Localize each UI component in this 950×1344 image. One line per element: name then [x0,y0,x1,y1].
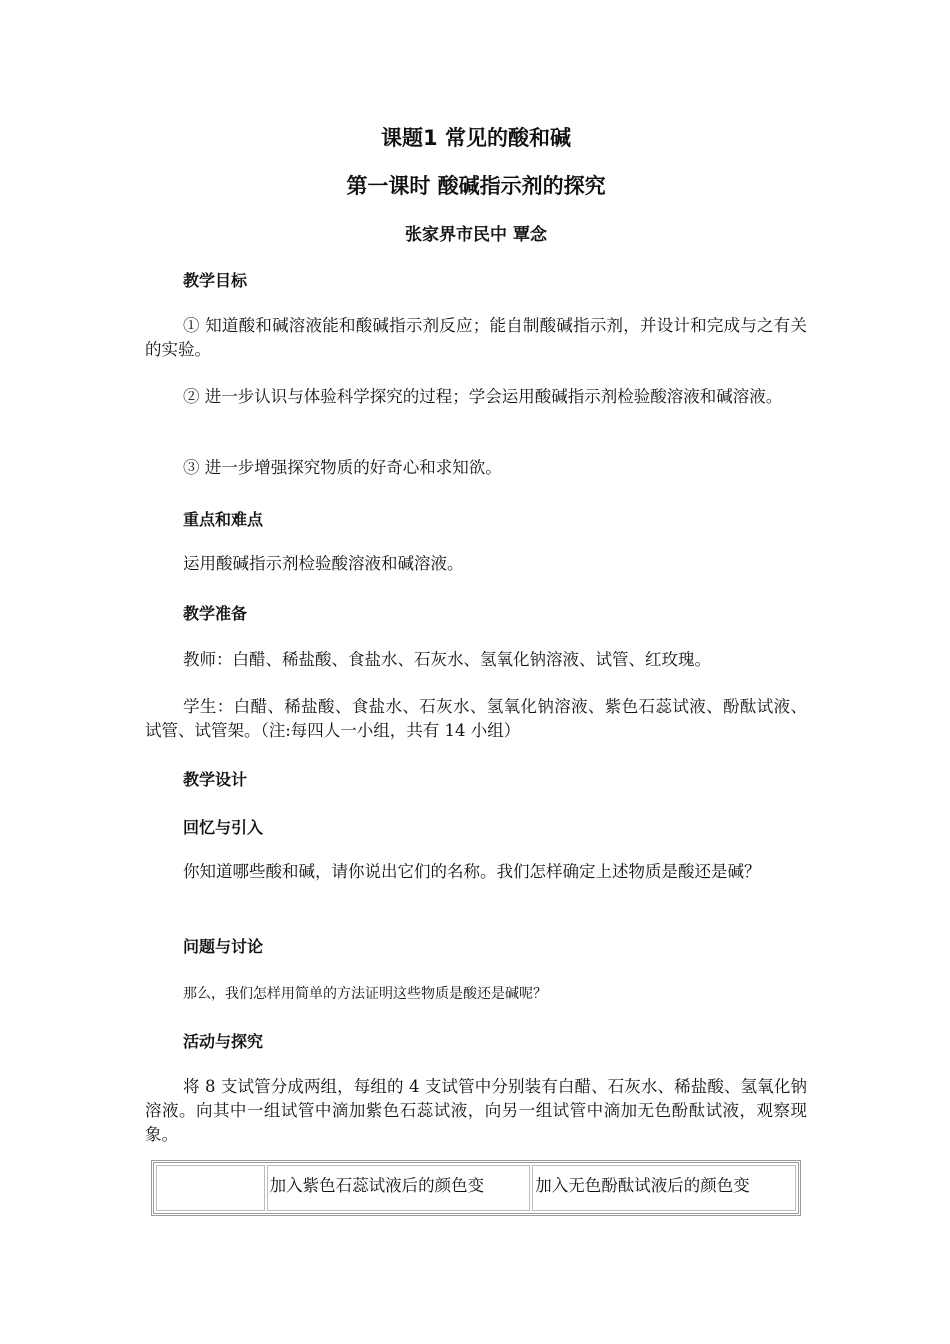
table-header-cell: 加入紫色石蕊试液后的颜色变 [267,1165,531,1211]
intro-text: 你知道哪些酸和碱，请你说出它们的名称。我们怎样确定上述物质是酸还是碱？ [183,862,761,881]
observation-table [151,1160,801,1216]
key-text: 运用酸碱指示剂检验酸溶液和碱溶液。 [183,554,464,573]
key-heading: 重点和难点 [183,510,264,529]
author-line: 张家界市民中 覃念 [405,225,547,245]
table-cell [156,1165,265,1211]
discuss-heading: 问题与讨论 [183,937,264,956]
activity-heading: 活动与探究 [183,1032,264,1051]
goal-2: ② 进一步认识与体验科学探究的过程；学会运用酸碱指示剂检验酸溶液和碱溶液。 [183,387,783,406]
table-header-cell: 加入无色酚酞试液后的颜色变 [532,1165,796,1211]
activity-text: 将 8 支试管分成两组，每组的 4 支试管中分别装有白醋、石灰水、稀盐酸、氢氧化钠溶液。向其中一组试管中滴加紫色石蕊试液，向另一组试管中滴加无色酚酞试液，观察现象。 [145,1077,807,1144]
goals-heading: 教学目标 [183,271,248,290]
prep-teacher: 教师：白醋、稀盐酸、食盐水、石灰水、氢氧化钠溶液、试管、红玫瑰。 [183,650,711,669]
prep-student: 学生：白醋、稀盐酸、食盐水、石灰水、氢氧化钠溶液、紫色石蕊试液、酚酞试液、试管、试管架。（注:每四人一小组，共有 14 小组） [145,697,807,740]
goal-1: ① 知道酸和碱溶液能和酸碱指示剂反应；能自制酸碱指示剂，并设计和完成与之有关的实验。 [145,316,807,359]
prep-heading: 教学准备 [183,604,248,623]
discuss-text: 那么，我们怎样用简单的方法证明这些物质是酸还是碱呢？ [183,986,547,1002]
goal-3: ③ 进一步增强探究物质的好奇心和求知欲。 [183,458,502,477]
design-heading: 教学设计 [183,770,248,789]
lesson-subtitle: 第一课时 酸碱指示剂的探究 [346,174,606,198]
intro-heading: 回忆与引入 [183,818,264,837]
table-row [156,1165,796,1211]
lesson-title: 课题1 常见的酸和碱 [381,126,571,150]
